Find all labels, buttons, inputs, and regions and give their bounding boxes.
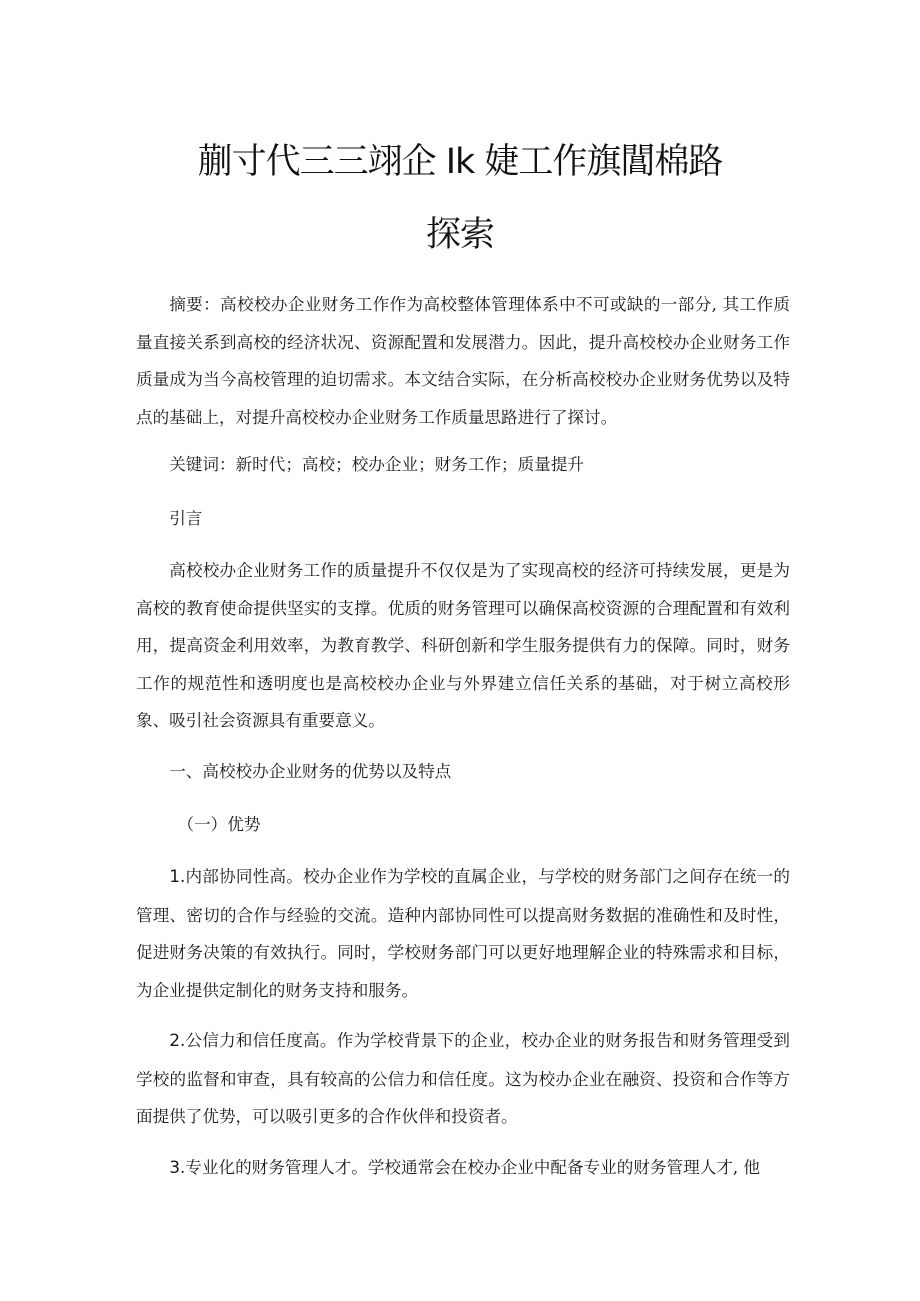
list-item-number: 2 <box>169 1031 181 1051</box>
list-item-text: .专业化的财务管理人才。学校通常会在校办企业中配备专业的财务管理人才, 他 <box>180 1158 761 1177</box>
list-item-number: 3 <box>169 1158 181 1178</box>
document-title-line-2: 探索 <box>425 215 494 255</box>
keywords-line: 关键词：新时代；高校；校办企业；财务工作；质量提升 <box>169 455 585 474</box>
document-title-line-1: 蒯寸代三三翊企 Ik 婕工作旗閶棉路 <box>197 142 723 182</box>
list-item-3 <box>136 1149 790 1188</box>
list-item-2 <box>136 1022 790 1136</box>
intro-heading: 引言 <box>169 509 203 528</box>
list-item-text: .公信力和信任度高。作为学校背景下的企业，校办企业的财务报告和财务管理受到学校的监督和审查，具有较高的公信力和信任度。这为校办企业在融资、投资和合作等方面提供了优势，可以吸引更多的合作伙伴和投资者。 <box>136 1031 790 1126</box>
list-item-number: 1 <box>169 867 181 887</box>
intro-paragraph: 高校校办企业财务工作的质量提升不仅仅是为了实现高校的经济可持续发展，更是为高校的教育使命提供坚实的支撑。优质的财务管理可以确保高校资源的合理配置和有效利用，提高资金利用效率，为教育教学、科研创新和学生服务提供有力的保障。同时，财务工作的规范性和透明度也是高校校办企业与外界建立信任关系的基础，对于树立高校形象、吸引社会资源具有重要意义。 <box>136 561 790 730</box>
subsection-heading: （一）优势 <box>177 815 261 834</box>
abstract-paragraph: 摘要：高校校办企业财务工作作为高校整体管理体系中不可或缺的一部分, 其工作质量直接关系到高校的经济状况、资源配置和发展潜力。因此，提升高校校办企业财务工作质量成为当今高校管理的迫切需求。本文结合实际，在分析高校校办企业财务优势以及特点的基础上，对提升高校校办企业财务工作质量思路进行了探讨。 <box>136 295 790 427</box>
section-heading: 一、高校校办企业财务的优势以及特点 <box>169 762 452 781</box>
list-item-1 <box>136 858 790 1009</box>
list-item-text: .内部协同性高。校办企业作为学校的直属企业，与学校的财务部门之间存在统一的管理、密切的合作与经验的交流。造种内部协同性可以提高财务数据的准确性和及时性，促进财务决策的有效执行。同时，学校财务部门可以更好地理解企业的特殊需求和目标，为企业提供定制化的财务支持和服务。 <box>136 867 790 1000</box>
